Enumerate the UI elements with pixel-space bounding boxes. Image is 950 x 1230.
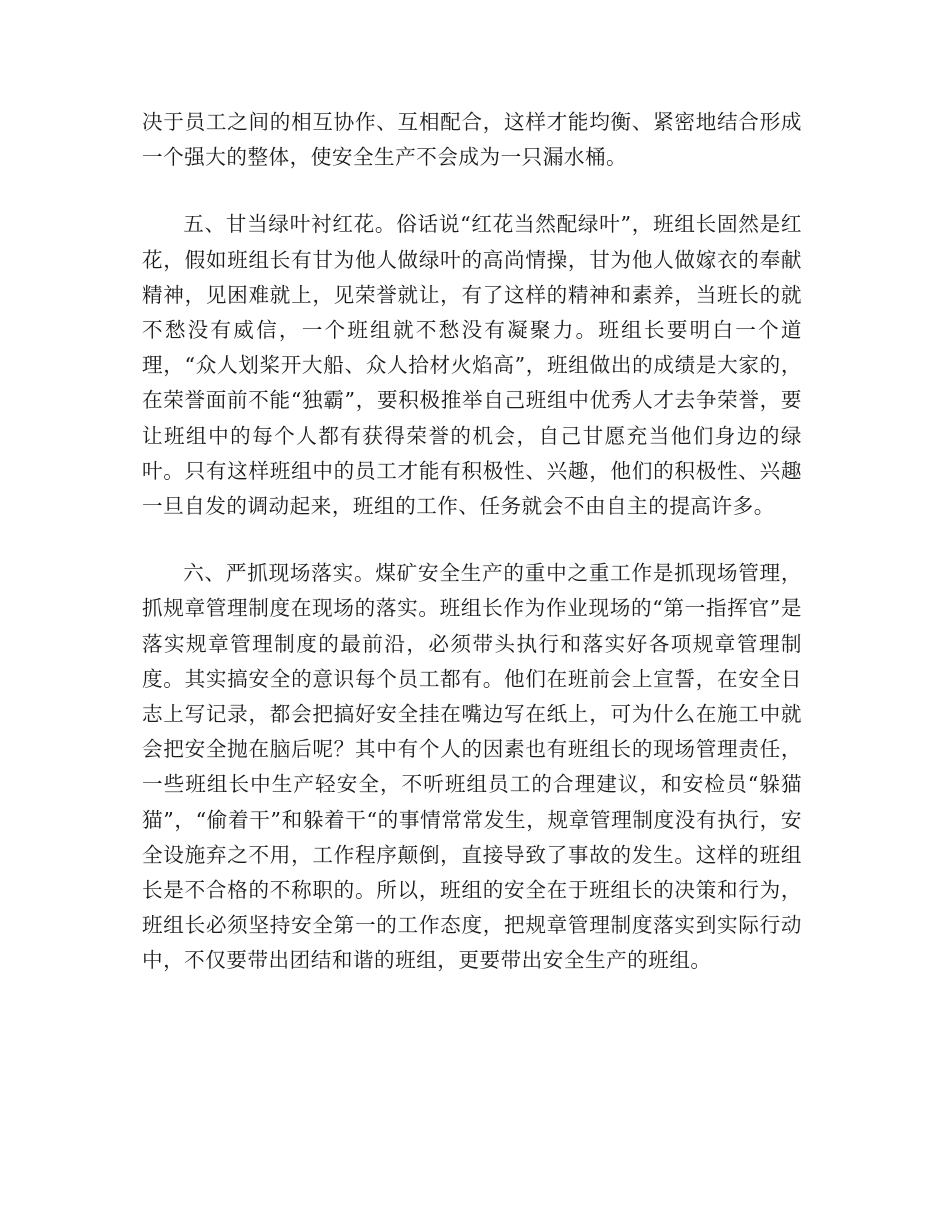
paragraph-section-six: 六、严抓现场落实。煤矿安全生产的重中之重工作是抓现场管理，抓规章管理制度在现场的落实。班组长作为作业现场的“第一指挥官”是落实规章管理制度的最前沿，必须带头执行和落实好各项规章管理制度。其实搞安全的意识每个员工都有。他们在班前会上宣誓，在安全日志上写记录，都会把搞好安全挂在嘴边写在纸上，可为什么在施工中就会把安全抛在脑后呢？其中有个人的因素也有班组长的现场管理责任，一些班组长中生产轻安全，不听班组员工的合理建议，和安检员“躲猫猫”，“偷着干”和躲着干“的事情常常发生，规章管理制度没有执行，安全设施弃之不用，工作程序颠倒，直接导致了事故的发生。这样的班组长是不合格的不称职的。所以，班组的安全在于班组长的决策和行为，班组长必须坚持安全第一的工作态度，把规章管理制度落实到实际行动中，不仅要带出团结和谐的班组，更要带出安全生产的班组。 [142, 561, 802, 973]
paragraph-section-five: 五、甘当绿叶衬红花。俗话说“红花当然配绿叶”，班组长固然是红花，假如班组长有甘为他人做绿叶的高尚情操，甘为他人做嫁衣的奉献精神，见困难就上，见荣誉就让，有了这样的精神和素养，当班长的就不愁没有威信，一个班组就不愁没有凝聚力。班组长要明白一个道理，“众人划桨开大船、众人拾材火焰高”，班组做出的成绩是大家的，在荣誉面前不能“独霸”，要积极推举自己班组中优秀人才去争荣誉，要让班组中的每个人都有获得荣誉的机会，自己甘愿充当他们身边的绿叶。只有这样班组中的员工才能有积极性、兴趣，他们的积极性、兴趣一旦自发的调动起来，班组的工作、任务就会不由自主的提高许多。 [142, 212, 802, 519]
paragraph-continuation: 决于员工之间的相互协作、互相配合，这样才能均衡、紧密地结合形成一个强大的整体，使安全生产不会成为一只漏水桶。 [142, 110, 802, 170]
document-body [142, 105, 802, 1011]
